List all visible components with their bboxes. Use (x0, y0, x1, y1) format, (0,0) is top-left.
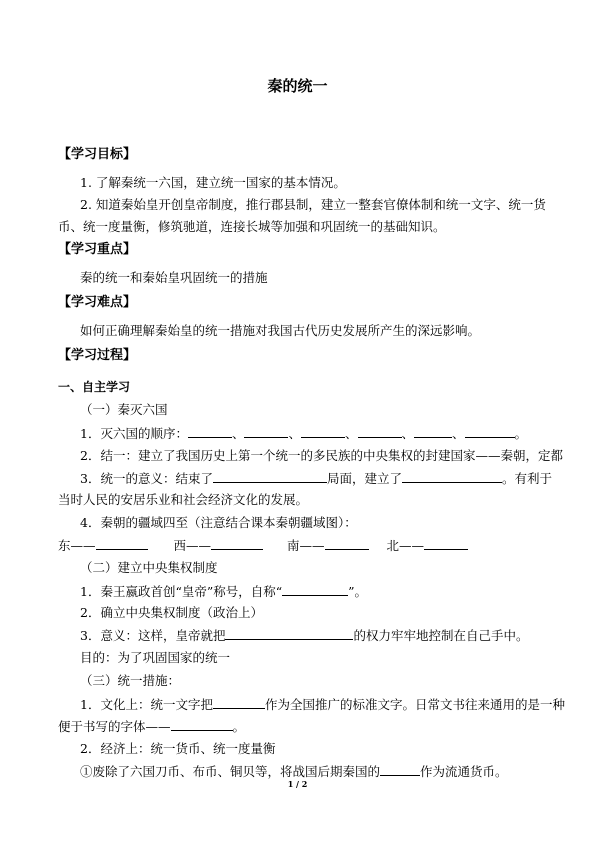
question-3-mid: 局面，建立了 (326, 471, 402, 486)
answer-blank[interactable] (380, 763, 420, 776)
answer-blank[interactable] (96, 537, 148, 550)
central-item-1-end: ”。 (348, 584, 368, 599)
separator: 、 (401, 426, 415, 441)
question-3-end: 。有利于 (501, 471, 552, 486)
territory-row (58, 537, 468, 554)
section-heading-process: 【学习过程】 (58, 348, 137, 363)
part-heading-self-study: 一、自主学习 (58, 380, 131, 394)
question-1 (80, 425, 527, 442)
subheading-qin-conquers: （一）秦灭六国 (80, 402, 168, 417)
answer-blank[interactable] (213, 696, 265, 709)
page-title: 秦的统一 (267, 77, 328, 95)
territory-east-label: 东—— (58, 538, 96, 553)
measure-1-text: 1．文化上：统一文字把 (80, 697, 213, 712)
answer-blank[interactable] (282, 583, 348, 596)
central-item-1 (80, 583, 367, 600)
difficult-point-text: 如何正确理解秦始皇的统一措施对我国古代历史发展所产生的深远影响。 (80, 323, 481, 338)
measure-1-line2-end: 。 (232, 719, 246, 734)
territory-west-label: 西—— (173, 538, 212, 553)
territory-south-label: 南—— (287, 538, 325, 553)
measure-1 (80, 696, 565, 713)
measure-1-line2 (58, 718, 245, 735)
central-item-2: 2．确立中央集权制度（政治上） (80, 605, 263, 620)
question-3-label: 3．统一的意义：结束了 (80, 471, 213, 486)
goal-item-1: 1. 了解秦统一六国，建立统一国家的基本情况。 (80, 175, 346, 190)
central-item-3-text: 3．意义：这样，皇帝就把 (80, 628, 226, 643)
territory-north-label: 北—— (386, 538, 425, 553)
measure-2-item-1-end: 作为流通货币。 (420, 764, 508, 779)
separator: 、 (452, 426, 465, 441)
question-1-label: 1．灭六国的顺序： (80, 426, 188, 441)
measure-1-end: 作为全国推广的标准文字。日常文书往来通用的是一种 (264, 697, 565, 712)
answer-blank[interactable] (211, 537, 263, 550)
measure-2-item-1 (80, 763, 508, 780)
answer-blank[interactable] (301, 425, 345, 438)
answer-blank[interactable] (424, 537, 468, 550)
answer-blank[interactable] (171, 718, 233, 731)
central-item-1-text: 1．秦王嬴政首创“皇帝”称号，自称“ (80, 584, 283, 599)
answer-blank[interactable] (465, 425, 515, 438)
subheading-unification-measures: （三）统一措施： (80, 673, 181, 688)
answer-blank[interactable] (213, 470, 327, 483)
goal-item-2-line1: 2. 知道秦始皇开创皇帝制度，推行郡县制，建立一整套官僚体制和统一文字、统一货 (80, 197, 546, 212)
section-heading-key: 【学习重点】 (58, 242, 137, 257)
purpose-text: 目的：为了巩固国家的统一 (80, 650, 231, 665)
answer-blank[interactable] (358, 425, 402, 438)
measure-2: 2．经济上：统一货币、统一度量衡 (80, 741, 276, 756)
answer-blank[interactable] (188, 425, 232, 438)
separator: 、 (231, 426, 245, 441)
answer-blank[interactable] (325, 537, 369, 550)
section-heading-difficult: 【学习难点】 (58, 295, 137, 310)
central-item-3 (80, 627, 528, 644)
measure-1-line2-text: 便于书写的字体—— (58, 719, 171, 734)
page-number: 1 / 2 (287, 779, 308, 789)
answer-blank[interactable] (225, 627, 353, 640)
goal-item-2-line2: 币、统一度量衡，修筑驰道，连接长城等加强和巩固统一的基础知识。 (58, 219, 446, 234)
answer-blank[interactable] (244, 425, 288, 438)
central-item-3-end: 的权力牢牢地控制在自己手中。 (353, 628, 529, 643)
separator: 、 (288, 426, 301, 441)
answer-blank[interactable] (414, 425, 452, 438)
measure-2-item-1-text: ①废除了六国刀币、布币、铜贝等，将战国后期秦国的 (80, 764, 381, 779)
question-3-line2: 当时人民的安居乐业和社会经济文化的发展。 (58, 492, 309, 507)
separator: 、 (345, 426, 358, 441)
question-4: 4．秦朝的疆域四至（注意结合课本秦朝疆域图）： (80, 515, 357, 530)
question-3 (80, 470, 552, 487)
period: 。 (514, 426, 528, 441)
section-heading-goals: 【学习目标】 (58, 147, 137, 162)
subheading-central-power: （二）建立中央集权制度 (80, 560, 218, 575)
key-point-text: 秦的统一和秦始皇巩固统一的措施 (80, 270, 268, 285)
answer-blank[interactable] (402, 470, 502, 483)
question-2: 2．结一：建立了我国历史上第一个统一的多民族的中央集权的封建国家——秦朝，定都 (80, 448, 563, 463)
